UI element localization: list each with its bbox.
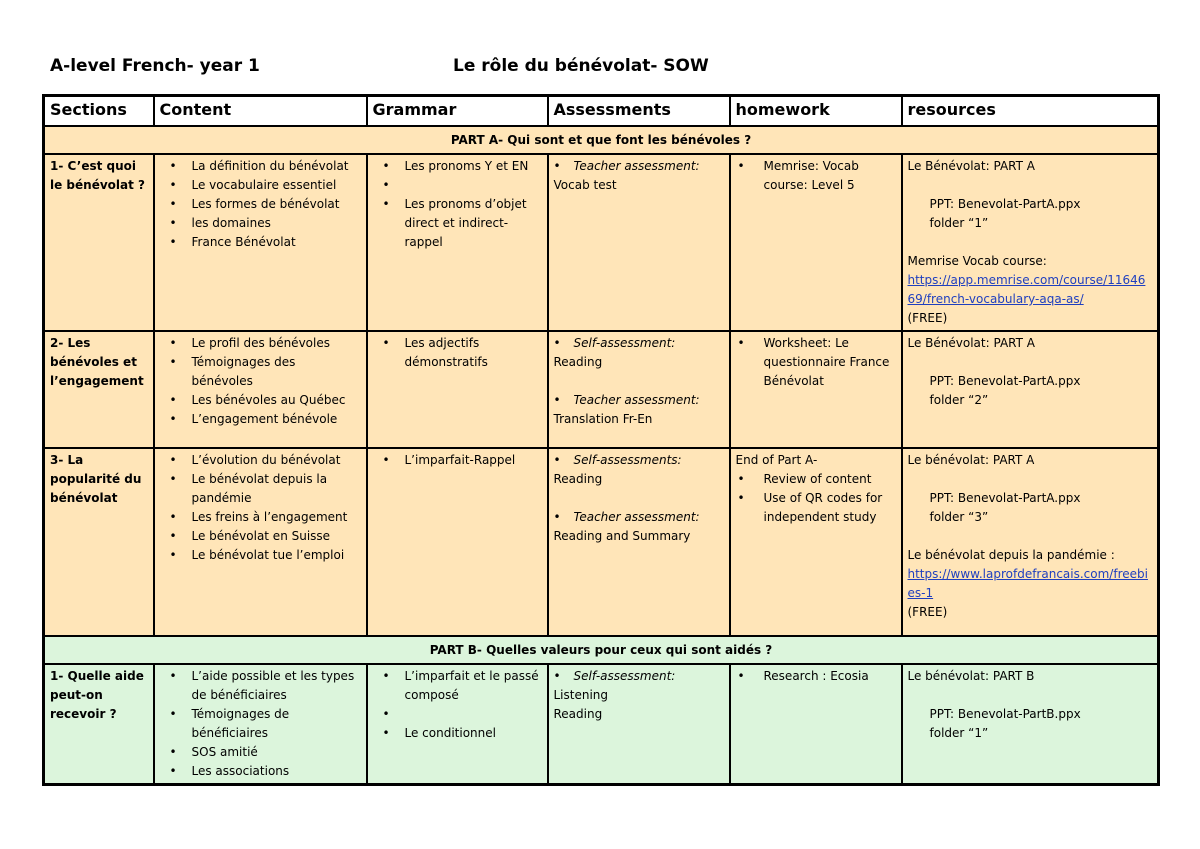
- assessment-detail: Reading: [553, 472, 603, 486]
- list-item: • L’imparfait-Rappel: [405, 451, 542, 470]
- list-item: • L’aide possible et les types de bénéficiaires: [192, 667, 361, 705]
- content-cell: [154, 154, 367, 331]
- list-item: • Témoignages des bénévoles: [192, 353, 361, 391]
- resource-folder: folder “3”: [929, 510, 989, 524]
- content-cell: [154, 664, 367, 785]
- part-b-header-row: [44, 636, 1159, 664]
- list-item: • La définition du bénévolat: [192, 157, 361, 176]
- homework-intro: End of Part A-: [735, 453, 818, 467]
- assessment-label: • Self-assessments:: [554, 451, 724, 470]
- list-item: • Les adjectifs démonstratifs: [405, 334, 542, 372]
- assessment-detail: Vocab test: [553, 178, 617, 192]
- spacer: [405, 705, 542, 724]
- col-header-grammar: Grammar: [367, 96, 548, 127]
- list-item: • Le bénévolat en Suisse: [192, 527, 361, 546]
- list-item: • Témoignages de bénéficiaires: [192, 705, 361, 743]
- resources-cell: [902, 448, 1159, 636]
- list-item: • Memrise: Vocab course: Level 5: [764, 157, 896, 195]
- assessment-label: • Teacher assessment:: [554, 391, 724, 410]
- part-b-title: PART B- Quelles valeurs pour ceux qui sont aidés ?: [44, 636, 1159, 664]
- list-item: • Les freins à l’engagement: [192, 508, 361, 527]
- assessment-detail: Reading: [553, 355, 603, 369]
- grammar-cell: [367, 448, 548, 636]
- part-a-header-row: [44, 126, 1159, 154]
- col-header-sections: Sections: [44, 96, 154, 127]
- section-cell: 3- La popularité du bénévolat: [44, 448, 154, 636]
- table-row: [44, 331, 1159, 448]
- assessment-detail: Reading and Summary: [553, 529, 691, 543]
- list-item: • L’imparfait et le passé composé: [405, 667, 542, 705]
- resource-title: Le Bénévolat: PART A: [907, 336, 1035, 350]
- assessment-detail: Translation Fr-En: [553, 412, 653, 426]
- resources-cell: [902, 664, 1159, 785]
- assessment-label: • Teacher assessment:: [554, 508, 724, 527]
- resource-extra-label: Le bénévolat depuis la pandémie :: [907, 548, 1115, 562]
- homework-cell: [730, 331, 902, 448]
- assessments-cell: [548, 448, 730, 636]
- section-cell: 2- Les bénévoles et l’engagement: [44, 331, 154, 448]
- resources-cell: [902, 331, 1159, 448]
- list-item: • France Bénévolat: [192, 233, 361, 252]
- assessments-cell: [548, 664, 730, 785]
- resources-cell: [902, 154, 1159, 331]
- list-item: • Les pronoms d’objet direct et indirect- rappel: [405, 195, 542, 252]
- list-item: • Les associations: [192, 762, 361, 781]
- assessment-label: • Self-assessment:: [554, 334, 724, 353]
- list-item: • Le bénévolat tue l’emploi: [192, 546, 361, 565]
- table-row: [44, 448, 1159, 636]
- resource-link[interactable]: https://www.laprofdefrancais.com/freebies-1: [907, 567, 1148, 600]
- scheme-of-work-table: [42, 94, 1160, 786]
- spacer: [405, 176, 542, 195]
- list-item: • les domaines: [192, 214, 361, 233]
- assessment-label: • Teacher assessment:: [554, 157, 724, 176]
- list-item: • SOS amitié: [192, 743, 361, 762]
- list-item: • Le conditionnel: [405, 724, 542, 743]
- grammar-cell: [367, 331, 548, 448]
- resource-title: Le Bénévolat: PART A: [907, 159, 1035, 173]
- assessments-cell: [548, 154, 730, 331]
- content-cell: [154, 448, 367, 636]
- header-row: [44, 96, 1159, 127]
- list-item: • Le profil des bénévoles: [192, 334, 361, 353]
- resource-folder: folder “2”: [929, 393, 989, 407]
- assessment-label: • Self-assessment:: [554, 667, 724, 686]
- homework-cell: [730, 448, 902, 636]
- resource-note: (FREE): [907, 311, 948, 325]
- resource-ppt: PPT: Benevolat-PartB.ppx: [929, 707, 1081, 721]
- assessments-cell: [548, 331, 730, 448]
- document-subtitle: Le rôle du bénévolat- SOW: [453, 56, 709, 76]
- list-item: • Le vocabulaire essentiel: [192, 176, 361, 195]
- section-cell: 1- Quelle aide peut-on recevoir ?: [44, 664, 154, 785]
- col-header-homework: homework: [730, 96, 902, 127]
- resource-title: Le bénévolat: PART A: [907, 453, 1035, 467]
- table-row: [44, 154, 1159, 331]
- list-item: • Les formes de bénévolat: [192, 195, 361, 214]
- assessment-detail: Listening: [553, 688, 609, 702]
- col-header-assessments: Assessments: [548, 96, 730, 127]
- list-item: • Review of content: [764, 470, 896, 489]
- list-item: • L’engagement bénévole: [192, 410, 361, 429]
- col-header-content: Content: [154, 96, 367, 127]
- resource-folder: folder “1”: [929, 216, 989, 230]
- section-cell: 1- C’est quoi le bénévolat ?: [44, 154, 154, 331]
- resource-note: (FREE): [907, 605, 948, 619]
- resource-link[interactable]: https://app.memrise.com/course/1164669/french-vocabulary-aqa-as/: [907, 273, 1146, 306]
- homework-cell: [730, 154, 902, 331]
- resource-ppt: PPT: Benevolat-PartA.ppx: [929, 491, 1081, 505]
- part-a-title: PART A- Qui sont et que font les bénévoles ?: [44, 126, 1159, 154]
- resource-ppt: PPT: Benevolat-PartA.ppx: [929, 374, 1081, 388]
- col-header-resources: resources: [902, 96, 1159, 127]
- list-item: • Worksheet: Le questionnaire France Bénévolat: [764, 334, 896, 391]
- resource-folder: folder “1”: [929, 726, 989, 740]
- content-cell: [154, 331, 367, 448]
- homework-cell: [730, 664, 902, 785]
- list-item: • Le bénévolat depuis la pandémie: [192, 470, 361, 508]
- list-item: • Use of QR codes for independent study: [764, 489, 896, 527]
- assessment-detail: Reading: [553, 707, 603, 721]
- grammar-cell: [367, 154, 548, 331]
- list-item: • L’évolution du bénévolat: [192, 451, 361, 470]
- resource-ppt: PPT: Benevolat-PartA.ppx: [929, 197, 1081, 211]
- resource-title: Le bénévolat: PART B: [907, 669, 1035, 683]
- document-title: A-level French- year 1: [50, 56, 260, 76]
- grammar-cell: [367, 664, 548, 785]
- resource-extra-label: Memrise Vocab course:: [907, 254, 1047, 268]
- table-row: [44, 664, 1159, 785]
- list-item: • Les pronoms Y et EN: [405, 157, 542, 176]
- list-item: • Les bénévoles au Québec: [192, 391, 361, 410]
- list-item: • Research : Ecosia: [764, 667, 896, 686]
